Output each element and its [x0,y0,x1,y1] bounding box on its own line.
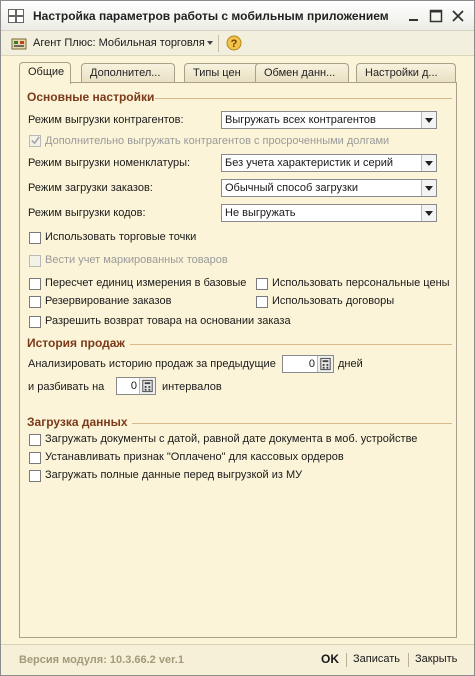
paid-flag-label: Устанавливать признак "Оплачено" для кассовых ордеров [45,451,344,463]
analyze-history-label: Анализировать историю продаж за предыдущие [28,358,276,370]
chevron-down-icon[interactable] [421,155,436,171]
contractors-mode-value: Выгружать всех контрагентов [225,114,376,126]
load-by-date-label: Загружать документы с датой, равной дате документа в моб. устройстве [45,433,418,445]
agent-plus-menu[interactable]: Агент Плюс: Мобильная торговля [33,37,205,49]
tab-price-types[interactable]: Типы цен [184,63,263,83]
history-intervals-input[interactable] [116,377,156,395]
recalc-units-label: Пересчет единиц измерения в базовые [45,277,247,289]
load-by-date-checkbox[interactable] [29,434,41,446]
group-title-data-load: Загрузка данных [27,415,128,429]
app-window-icon [8,9,24,23]
marked-goods-checkbox[interactable] [29,255,41,267]
history-intervals-value: 0 [130,380,137,392]
maximize-icon[interactable] [429,9,443,23]
agent-plus-icon[interactable] [11,36,27,51]
personal-prices-label: Использовать персональные цены [272,277,450,289]
tab-settings-d[interactable]: Настройки д... [356,63,456,83]
status-bar [1,644,474,675]
module-version: Версия модуля: 10.3.66.2 ver.1 [19,654,184,666]
group-title-sales-history: История продаж [27,336,125,350]
trade-points-label: Использовать торговые точки [45,231,197,243]
toolbar [1,31,474,56]
history-days-input[interactable] [282,355,334,373]
chevron-down-icon[interactable] [421,180,436,196]
personal-prices-checkbox[interactable] [256,278,268,290]
paid-flag-checkbox[interactable] [29,452,41,464]
footer-separator [408,653,409,667]
contractors-mode-label: Режим выгрузки контрагентов: [28,114,184,126]
full-data-checkbox[interactable] [29,470,41,482]
codes-mode-select[interactable] [221,204,437,222]
nomenclature-mode-select[interactable] [221,154,437,172]
help-icon[interactable] [226,35,242,51]
group-title-main-settings: Основные настройки [27,90,155,104]
overdue-debts-label: Дополнительно выгружать контрагентов с просроченными долгами [45,135,390,147]
return-goods-checkbox[interactable] [29,316,41,328]
close-icon[interactable] [451,9,465,23]
contracts-checkbox[interactable] [256,296,268,308]
general-tab-panel [19,82,457,638]
orders-mode-value: Обычный способ загрузки [225,182,359,194]
group-divider [132,423,452,424]
order-reserve-checkbox[interactable] [29,296,41,308]
tab-additional[interactable]: Дополнител... [81,63,175,83]
group-divider [130,344,452,345]
close-button[interactable]: Закрыть [415,653,458,665]
history-days-value: 0 [308,358,315,370]
orders-mode-label: Режим загрузки заказов: [28,182,153,194]
codes-mode-label: Режим выгрузки кодов: [28,207,146,219]
tab-strip [19,63,459,83]
orders-mode-select[interactable] [221,179,437,197]
intervals-label: интервалов [162,381,222,393]
window-title: Настройка параметров работы с мобильным приложением [33,9,389,23]
contractors-mode-select[interactable] [221,111,437,129]
group-divider [155,98,452,99]
days-label: дней [338,358,363,370]
recalc-units-checkbox[interactable] [29,278,41,290]
chevron-down-icon[interactable] [207,41,213,45]
ok-button[interactable]: OK [321,652,339,666]
footer-separator [346,653,347,667]
save-button[interactable]: Записать [353,653,401,665]
nomenclature-mode-label: Режим выгрузки номенклатуры: [28,157,191,169]
overdue-debts-checkbox[interactable] [29,135,41,147]
nomenclature-mode-value: Без учета характеристик и серий [225,157,394,169]
full-data-label: Загружать полные данные перед выгрузкой из МУ [45,469,303,481]
calculator-icon[interactable] [139,378,155,394]
minimize-icon[interactable] [407,9,421,23]
chevron-down-icon[interactable] [421,205,436,221]
tab-general[interactable]: Общие [19,62,71,84]
contracts-label: Использовать договоры [272,295,395,307]
codes-mode-value: Не выгружать [225,207,296,219]
trade-points-checkbox[interactable] [29,232,41,244]
toolbar-separator [218,35,219,52]
checkmark-icon [31,136,40,145]
title-bar [1,1,474,31]
split-label: и разбивать на [28,381,105,393]
chevron-down-icon[interactable] [421,112,436,128]
tab-data-exchange[interactable]: Обмен данн... [255,63,349,83]
marked-goods-label: Вести учет маркированных товаров [45,254,228,266]
svg-text:?: ? [230,38,238,50]
calculator-icon[interactable] [317,356,333,372]
order-reserve-label: Резервирование заказов [45,295,172,307]
return-goods-label: Разрешить возврат товара на основании заказа [45,315,291,327]
